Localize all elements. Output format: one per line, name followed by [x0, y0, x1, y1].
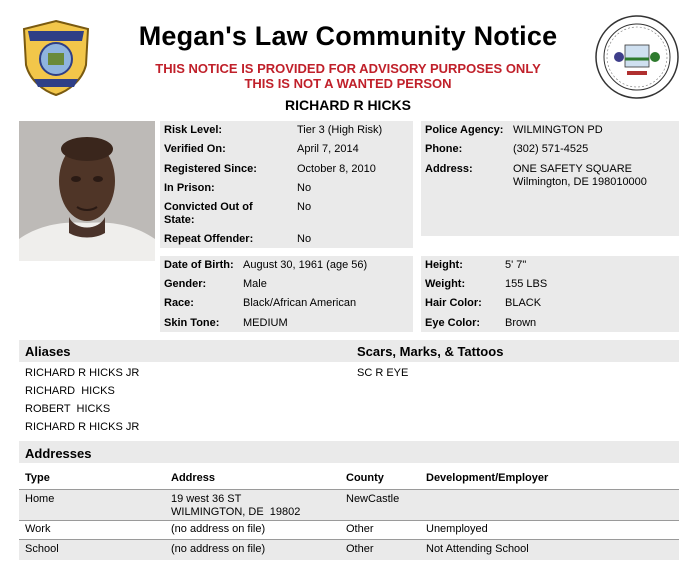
agency-address-line1: ONE SAFETY SQUARE	[513, 163, 632, 175]
column-header-employer: Development/Employer	[426, 472, 549, 484]
alias-item: RICHARD HICKS	[25, 385, 115, 397]
address-line1-cell: 19 west 36 ST	[171, 493, 242, 505]
advisory-notice: THIS NOTICE IS PROVIDED FOR ADVISORY PURPOSES ONLY	[155, 61, 541, 76]
convicted-out-of-state-value: No	[297, 201, 312, 213]
convicted-out-of-state-label-line2: State:	[164, 214, 195, 226]
aliases-smt-header-bar	[19, 340, 679, 362]
agency-address-line2: Wilmington, DE 198010000	[513, 176, 647, 188]
gender-value: Male	[243, 278, 267, 290]
row-divider	[19, 520, 679, 521]
repeat-offender-label: Repeat Offender:	[164, 233, 254, 245]
verified-label: Verified On:	[164, 143, 226, 155]
alias-item: RICHARD R HICKS JR	[25, 367, 140, 379]
weight-value: 155 LBS	[505, 278, 548, 290]
address-type-cell: Home	[25, 493, 55, 505]
dob-label: Date of Birth:	[164, 259, 234, 271]
height-value: 5' 7"	[505, 259, 527, 271]
police-agency-label: Police Agency:	[425, 124, 504, 136]
in-prison-label: In Prison:	[164, 182, 215, 194]
delaware-state-seal-logo	[595, 15, 679, 99]
risk-level-value: Tier 3 (High Risk)	[297, 124, 383, 136]
county-cell: Other	[346, 523, 374, 535]
offender-photo	[19, 121, 155, 261]
eye-color-value: Brown	[505, 317, 537, 329]
phone-label: Phone:	[425, 143, 463, 155]
weight-label: Weight:	[425, 278, 466, 290]
dob-value: August 30, 1961 (age 56)	[243, 259, 368, 271]
page-title: Megan's Law Community Notice	[138, 21, 558, 51]
registered-label: Registered Since:	[164, 163, 257, 175]
address-line1-cell: (no address on file)	[171, 543, 266, 555]
smt-item: SC R EYE	[357, 367, 409, 379]
addresses-header-bar	[19, 441, 679, 463]
gender-label: Gender:	[164, 278, 207, 290]
convicted-out-of-state-label-line1: Convicted Out of	[164, 201, 253, 213]
address-type-cell: Work	[25, 523, 51, 535]
hair-color-label: Hair Color:	[425, 297, 482, 309]
column-header-address: Address	[171, 472, 216, 484]
address-type-cell: School	[25, 543, 59, 555]
risk-level-label: Risk Level:	[164, 124, 223, 136]
skin-tone-value: MEDIUM	[243, 317, 288, 329]
police-agency-value: WILMINGTON PD	[513, 124, 603, 136]
county-cell: Other	[346, 543, 374, 555]
not-wanted-notice: THIS IS NOT A WANTED PERSON	[244, 76, 452, 91]
county-cell: NewCastle	[346, 493, 400, 505]
race-value: Black/African American	[243, 297, 357, 309]
skin-tone-label: Skin Tone:	[164, 317, 220, 329]
eye-color-label: Eye Color:	[425, 317, 481, 329]
column-header-county: County	[346, 472, 384, 484]
employer-cell: Not Attending School	[426, 543, 529, 555]
verified-value: April 7, 2014	[297, 143, 359, 155]
smt-heading: Scars, Marks, & Tattoos	[357, 344, 504, 359]
race-label: Race:	[164, 297, 194, 309]
registered-value: October 8, 2010	[297, 163, 376, 175]
employer-cell: Unemployed	[426, 523, 488, 535]
hair-color-value: BLACK	[505, 297, 542, 309]
in-prison-value: No	[297, 182, 312, 194]
alias-item: ROBERT HICKS	[25, 403, 111, 415]
agency-address-label: Address:	[425, 163, 473, 175]
alias-item: RICHARD R HICKS JR	[25, 421, 140, 433]
aliases-heading: Aliases	[25, 344, 71, 359]
height-label: Height:	[425, 259, 463, 271]
addresses-heading: Addresses	[25, 446, 92, 461]
column-header-type: Type	[25, 472, 50, 484]
phone-value: (302) 571-4525	[513, 143, 589, 155]
offender-name: RICHARD R HICKS	[285, 97, 411, 113]
address-line1-cell: (no address on file)	[171, 523, 266, 535]
repeat-offender-value: No	[297, 233, 312, 245]
address-line2-cell: WILMINGTON, DE 19802	[171, 506, 301, 518]
